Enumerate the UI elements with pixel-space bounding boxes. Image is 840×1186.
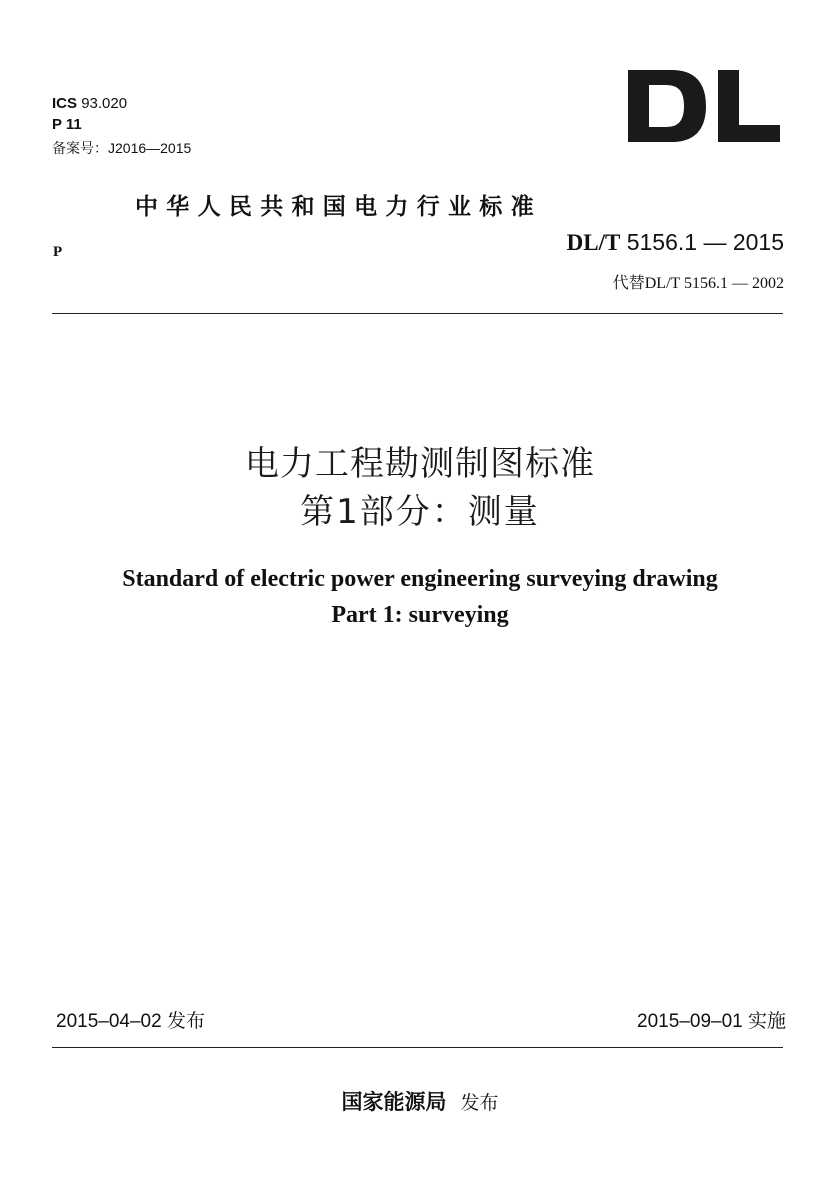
ics-number: 93.020 [81, 95, 128, 112]
implementation-date: 2015–09–01 实施 [637, 1011, 786, 1032]
industry-standard-heading: 中华人民共和国电力行业标准 [135, 193, 542, 220]
replaces-standard: 代替DL/T 5156.1 — 2002 [612, 275, 784, 292]
standard-number [567, 229, 784, 256]
dl-logo-icon [628, 70, 780, 142]
side-classification: P [53, 244, 63, 260]
classification-code: P 11 [52, 116, 82, 133]
chinese-title-line-2: 第1部分：测量 [300, 492, 540, 532]
top-divider [52, 313, 783, 314]
standard-prefix: DL/T [566, 230, 621, 255]
publisher [0, 1086, 840, 1116]
standard-code: 5156.1 — 2015 [626, 229, 784, 255]
ics-code [52, 94, 127, 114]
ics-label: ICS [52, 95, 78, 112]
publisher-action: 发布 [460, 1092, 499, 1114]
bottom-divider [52, 1047, 783, 1048]
filing-number: 备案号：J2016—2015 [52, 140, 192, 156]
english-title-line-1: Standard of electric power engineering surveying drawing [122, 566, 718, 592]
publisher-org: 国家能源局 [341, 1089, 447, 1114]
english-title-line-2: Part 1: surveying [331, 602, 509, 628]
chinese-title-line-1: 电力工程勘测制图标准 [245, 444, 595, 484]
issue-date: 2015–04–02 发布 [56, 1011, 205, 1032]
